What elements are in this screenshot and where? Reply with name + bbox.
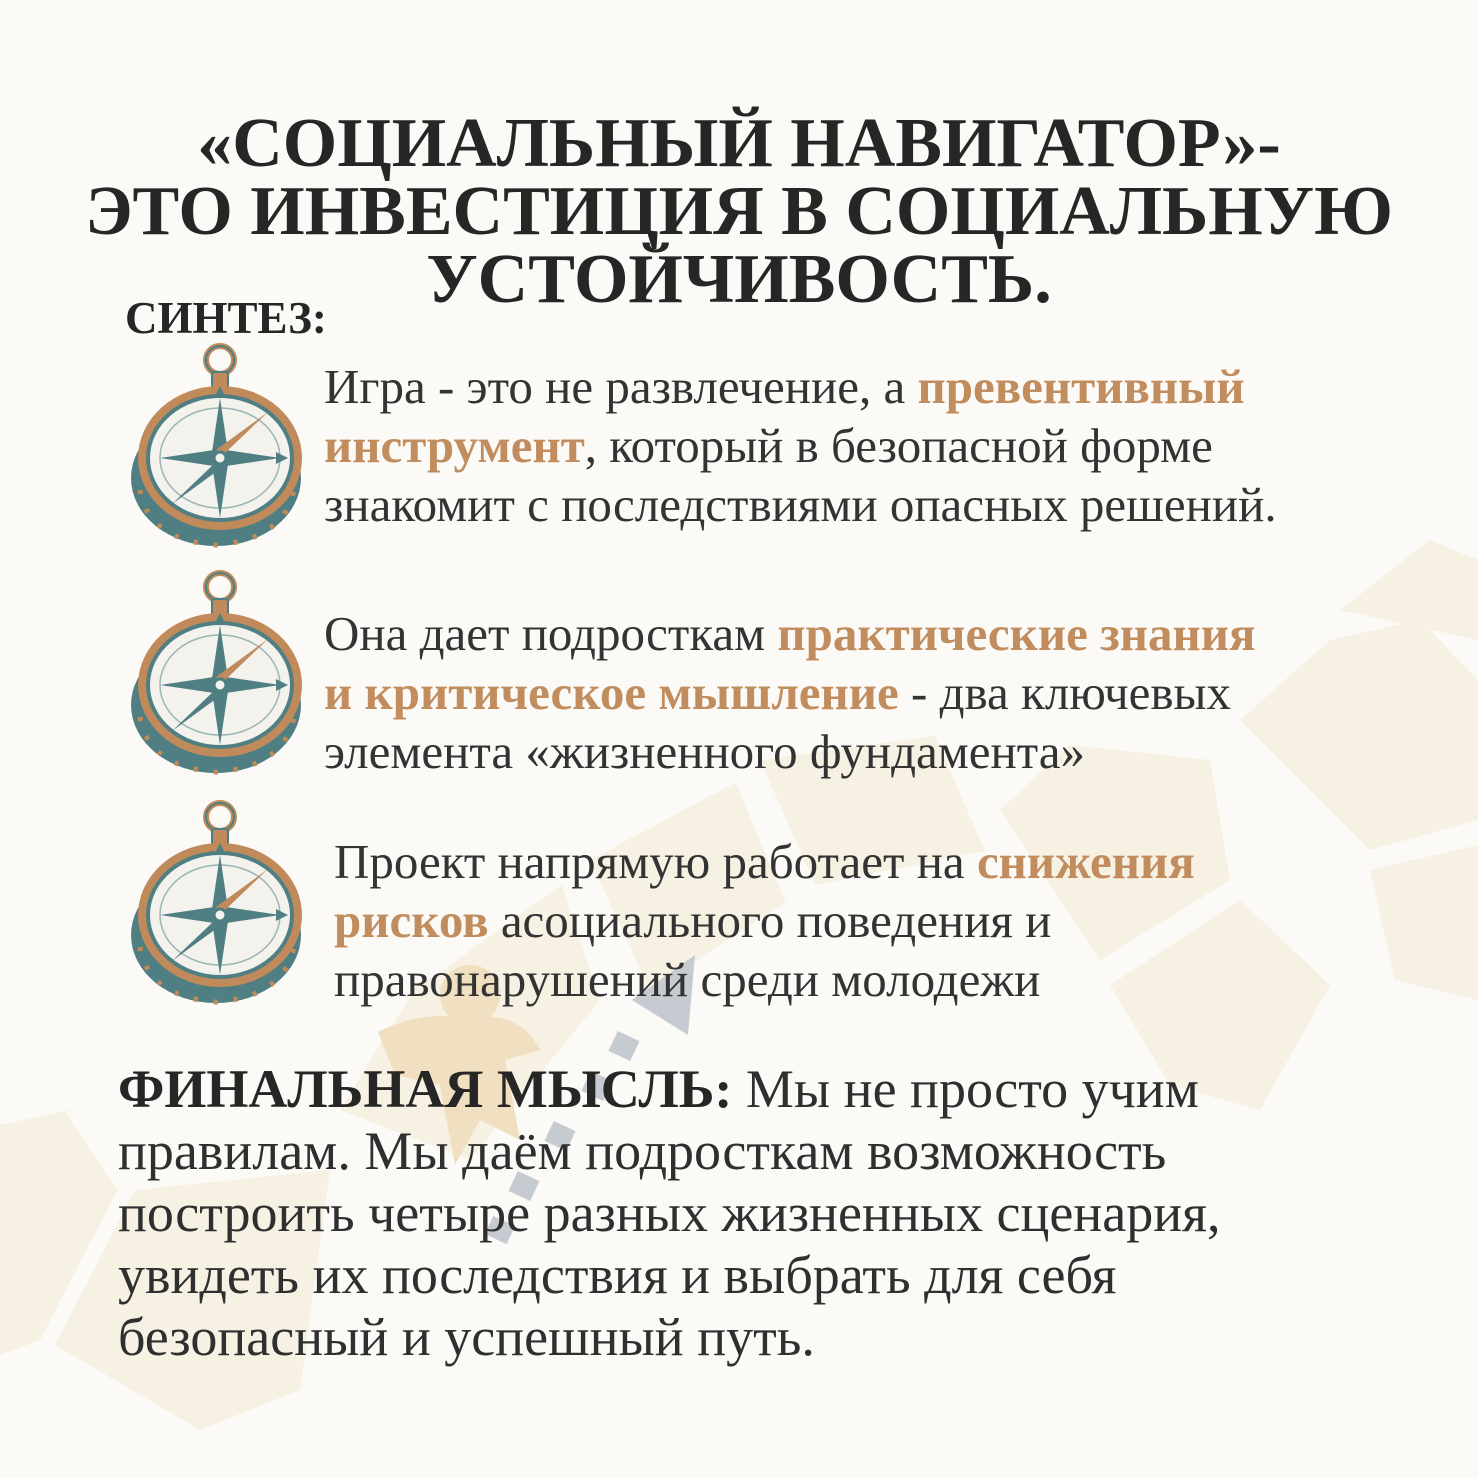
point-1-line-2 bbox=[324, 416, 1277, 475]
point-3-line-2 bbox=[334, 891, 1195, 950]
compass-icon bbox=[128, 797, 308, 1007]
point-1-line-3: знакомит с последствиями опасных решений. bbox=[324, 477, 1277, 532]
title-line-2: ЭТО ИНВЕСТИЦИЯ В СОЦИАЛЬНУЮ bbox=[85, 173, 1393, 250]
point-1-line-1 bbox=[324, 357, 1277, 416]
final-line-5: безопасный и успешный путь. bbox=[118, 1307, 815, 1367]
compass-icon bbox=[128, 340, 308, 550]
point-3-highlight-2: рисков bbox=[334, 893, 489, 948]
title-line-1: «СОЦИАЛЬНЫЙ НАВИГАТОР»- bbox=[197, 105, 1281, 182]
point-3-text: Проект напрямую работает на bbox=[334, 834, 977, 889]
final-line-1-text: Мы не просто учим bbox=[732, 1059, 1199, 1119]
final-thought-heading: ФИНАЛЬНАЯ МЫСЛЬ: bbox=[118, 1059, 733, 1119]
point-1-highlight-2: инструмент bbox=[324, 418, 585, 473]
compass-icon bbox=[128, 567, 308, 777]
point-1-text: Игра - это не развлечение, а bbox=[324, 359, 918, 414]
synthesis-point-3 bbox=[334, 832, 1195, 1009]
point-1-text-2: , который в безопасной форме bbox=[584, 418, 1213, 473]
point-2-text: Она дает подросткам bbox=[324, 606, 778, 661]
point-2-highlight: практические знания bbox=[777, 606, 1256, 661]
point-2-line-2 bbox=[324, 663, 1256, 722]
point-2-line-3: элемента «жизненного фундамента» bbox=[324, 724, 1085, 779]
point-3-highlight: снижения bbox=[976, 834, 1195, 889]
synthesis-point-1 bbox=[324, 357, 1277, 534]
final-line-3: построить четыре разных жизненных сценария, bbox=[118, 1183, 1221, 1243]
point-3-line-3: правонарушений среди молодежи bbox=[334, 952, 1041, 1007]
point-2-line-1 bbox=[324, 604, 1256, 663]
synthesis-label: СИНТЕЗ: bbox=[125, 293, 327, 343]
synthesis-point-2 bbox=[324, 604, 1256, 781]
final-line-2: правилам. Мы даём подросткам возможность bbox=[118, 1121, 1167, 1181]
final-line-4: увидеть их последствия и выбрать для себя bbox=[118, 1245, 1117, 1305]
final-thought bbox=[118, 1058, 1220, 1368]
point-2-highlight-2: и критическое мышление bbox=[324, 665, 899, 720]
point-2-text-2: - два ключевых bbox=[898, 665, 1231, 720]
point-3-text-2: асоциального поведения и bbox=[488, 893, 1052, 948]
point-1-highlight: превентивный bbox=[917, 359, 1245, 414]
point-3-line-1 bbox=[334, 832, 1195, 891]
final-line-1 bbox=[118, 1058, 1220, 1120]
title-line-3: УСТОЙЧИВОСТЬ. bbox=[426, 241, 1052, 318]
